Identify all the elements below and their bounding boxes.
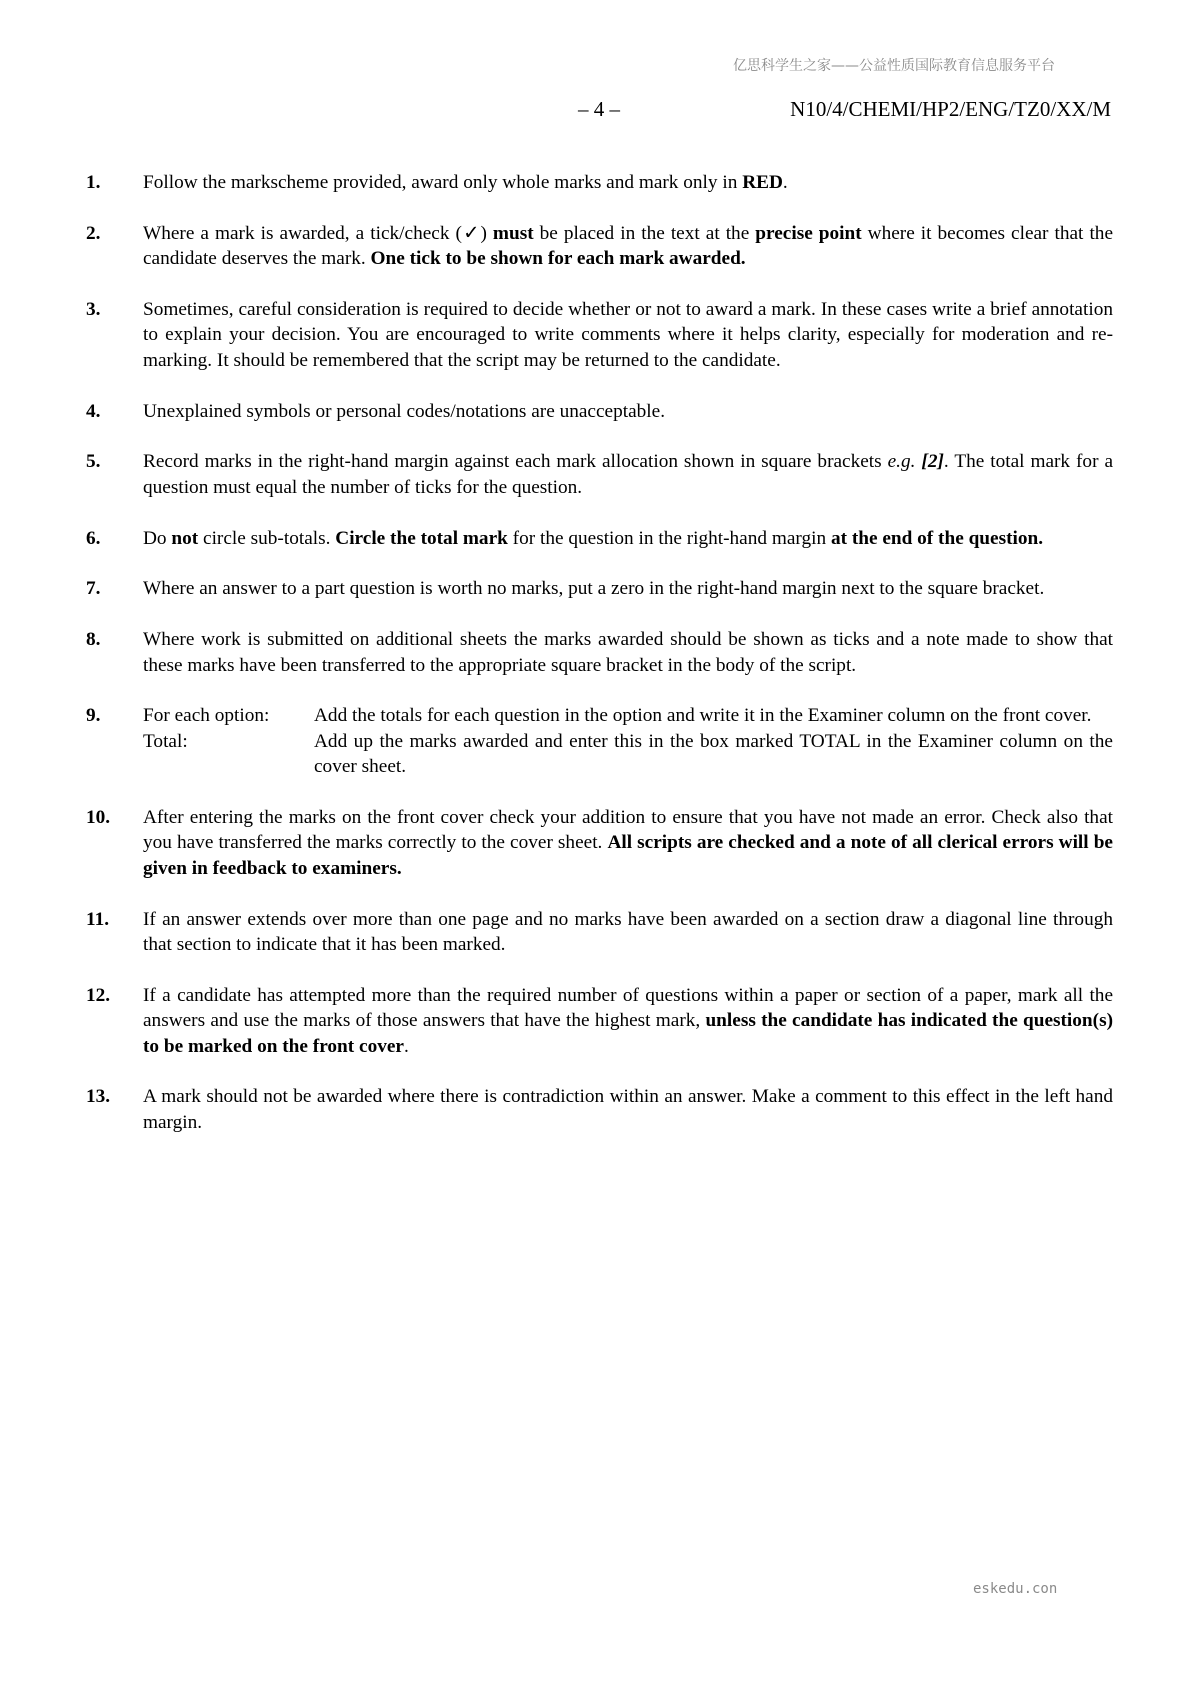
document-code: N10/4/CHEMI/HP2/ENG/TZ0/XX/M [790,97,1111,121]
list-item [86,983,1113,1059]
list-item [86,526,1113,551]
item-text: If a candidate has attempted more than the required number of questions within a paper or section of a paper, mark all the answers and use the marks of those answers that have the highest mark, unless the candidate has indicated the question(s) to be marked on the front cover. [143,984,1113,1057]
sub-text: Add the totals for each question in the option and write it in the Examiner column on the front cover. [314,705,1092,727]
item-text: Follow the markscheme provided, award only whole marks and mark only in RED. [143,172,788,193]
list-item [86,576,1113,601]
page-number: – 4 – [578,97,620,121]
item-number: 8. [86,629,101,651]
sub-label: Total: [143,730,188,752]
item-number: 10. [86,807,111,829]
instructions-list [86,170,1113,1161]
sub-text: Add up the marks awarded and enter this in the box marked TOTAL in the Examiner column on the cover sheet. [314,730,1113,778]
list-item [86,449,1113,500]
list-item [86,627,1113,678]
list-item [86,221,1113,272]
list-item [86,399,1113,424]
item-text: After entering the marks on the front cover check your addition to ensure that you have not made an error. Check also that you have transferred the marks correctly to the cover sheet. All scripts are checked and a note of all clerical errors will be given in feedback to examiners. [143,807,1113,879]
item-number: 5. [86,451,101,473]
item-number: 13. [86,1086,111,1108]
list-item [86,170,1113,195]
item-text: Where a mark is awarded, a tick/check (✓) must be placed in the text at the precise point where it becomes clear that the candidate deserves the mark. One tick to be shown for each mark awarded. [143,222,1113,270]
sub-label: For each option: [143,705,270,727]
list-item [86,703,1113,779]
item-number: 7. [86,578,101,600]
item-number: 9. [86,705,101,727]
item-number: 1. [86,172,101,193]
item-text: Unexplained symbols or personal codes/notations are unacceptable. [143,400,666,422]
item-text: Record marks in the right-hand margin against each mark allocation shown in square brackets e.g. [2]. The total mark for a question must equal the number of ticks for the question. [143,451,1113,498]
item-text: If an answer extends over more than one page and no marks have been awarded on a section draw a diagonal line through that section to indicate that it has been marked. [143,908,1113,956]
item-number: 11. [86,908,110,930]
list-item [86,907,1113,958]
item-number: 6. [86,527,101,549]
item-text: Sometimes, careful consideration is required to decide whether or not to award a mark. In these cases write a brief annotation to explain your decision. You are encouraged to write comments where it helps clarity, especially for moderation and re-marking. It should be remembered that the script may be returned to the candidate. [143,299,1113,371]
list-item [86,297,1113,373]
watermark-top: 亿思科学生之家——公益性质国际教育信息服务平台 [733,58,1055,74]
item-number: 2. [86,222,101,244]
sub-instructions [143,703,1113,779]
list-item [86,1084,1113,1135]
item-text: Where work is submitted on additional sheets the marks awarded should be shown as ticks and a note made to show that these marks have been transferred to the appropriate square bracket in the body of the script. [143,629,1113,676]
item-text: Where an answer to a part question is worth no marks, put a zero in the right-hand margin next to the square bracket. [143,578,1045,600]
page-header [0,97,1190,127]
item-text: Do not circle sub-totals. Circle the total mark for the question in the right-hand margin at the end of the question. [143,527,1044,549]
item-number: 12. [86,984,111,1006]
list-item [86,805,1113,881]
item-number: 3. [86,299,101,320]
watermark-bottom: eskedu.con [973,1581,1058,1597]
item-text [143,703,1113,779]
item-text: A mark should not be awarded where there is contradiction within an answer. Make a comment to this effect in the left hand margin. [143,1086,1113,1133]
item-number: 4. [86,400,101,422]
